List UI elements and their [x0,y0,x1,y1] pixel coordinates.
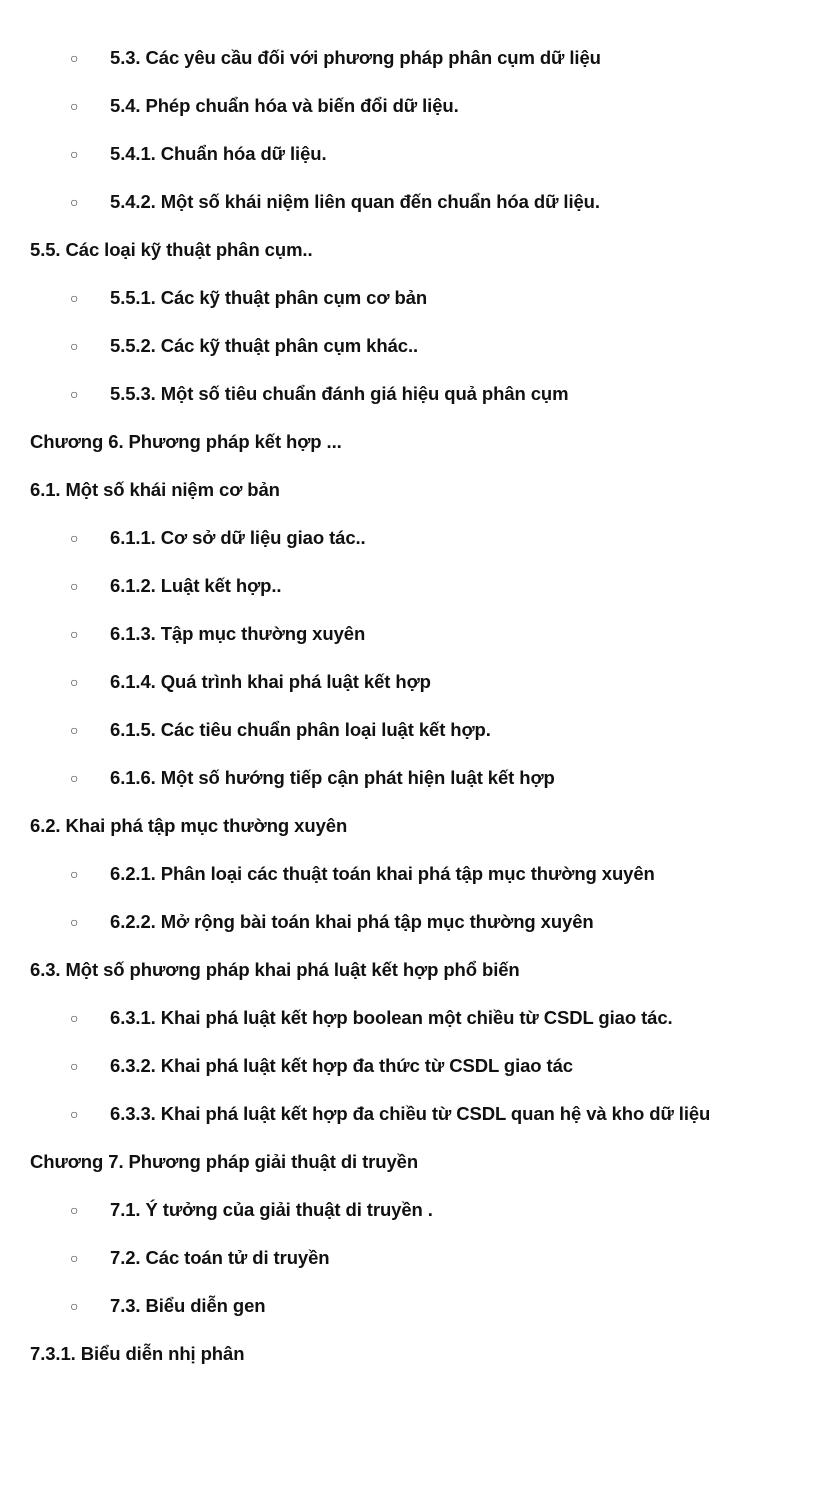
toc-heading [0,1138,828,1186]
toc-list-item [0,178,828,226]
table-of-contents [0,34,828,1378]
bullet-circle-icon: ○ [70,722,79,738]
toc-list-item [0,130,828,178]
toc-entry-text: 6.1. Một số khái niệm cơ bản [30,479,280,500]
toc-list-item [0,1042,828,1090]
bullet-circle-icon: ○ [70,866,79,882]
toc-entry-text: 5.5.3. Một số tiêu chuẩn đánh giá hiệu quả phân cụm [110,383,569,404]
toc-heading [0,802,828,850]
toc-list-item [0,1234,828,1282]
toc-entry-text: 7.3. Biểu diễn gen [110,1295,266,1316]
toc-list-item [0,610,828,658]
bullet-circle-icon: ○ [70,1106,79,1122]
toc-entry-text: 7.2. Các toán tử di truyền [110,1247,330,1268]
toc-entry-text: 5.4.2. Một số khái niệm liên quan đến chuẩn hóa dữ liệu. [110,191,600,212]
bullet-circle-icon: ○ [70,1010,79,1026]
toc-entry-text: 6.2. Khai phá tập mục thường xuyên [30,815,348,836]
bullet-circle-icon: ○ [70,1202,79,1218]
toc-entry-text: 5.5.2. Các kỹ thuật phân cụm khác.. [110,335,419,356]
toc-list-item [0,1186,828,1234]
bullet-circle-icon: ○ [70,914,79,930]
bullet-circle-icon: ○ [70,674,79,690]
bullet-circle-icon: ○ [70,578,79,594]
toc-list-item [0,34,828,82]
toc-entry-text: 5.5. Các loại kỹ thuật phân cụm.. [30,239,313,260]
toc-entry-text: 6.2.1. Phân loại các thuật toán khai phá tập mục thường xuyên [110,863,655,884]
toc-entry-text: Chương 7. Phương pháp giải thuật di truyền [30,1151,419,1172]
toc-entry-text: 5.4. Phép chuẩn hóa và biến đổi dữ liệu. [110,95,459,116]
toc-heading [0,1330,828,1378]
bullet-circle-icon: ○ [70,1298,79,1314]
bullet-circle-icon: ○ [70,338,79,354]
toc-entry-text: 6.1.1. Cơ sở dữ liệu giao tác.. [110,527,366,548]
toc-list-item [0,850,828,898]
toc-entry-text: 7.3.1. Biểu diễn nhị phân [30,1343,245,1364]
toc-list-item [0,370,828,418]
toc-entry-text: 6.1.3. Tập mục thường xuyên [110,623,366,644]
bullet-circle-icon: ○ [70,290,79,306]
bullet-circle-icon: ○ [70,98,79,114]
toc-list-item [0,1282,828,1330]
toc-list-item [0,562,828,610]
toc-list-item [0,1090,828,1138]
toc-entry-text: 7.1. Ý tưởng của giải thuật di truyền . [110,1199,433,1220]
bullet-circle-icon: ○ [70,386,79,402]
bullet-circle-icon: ○ [70,146,79,162]
bullet-circle-icon: ○ [70,50,79,66]
toc-list-item [0,658,828,706]
toc-entry-text: 6.1.4. Quá trình khai phá luật kết hợp [110,671,431,692]
toc-entry-text: 6.1.6. Một số hướng tiếp cận phát hiện luật kết hợp [110,767,555,788]
bullet-circle-icon: ○ [70,1058,79,1074]
toc-list-item [0,514,828,562]
toc-entry-text: 6.3. Một số phương pháp khai phá luật kết hợp phổ biến [30,959,520,980]
toc-entry-text: 6.3.1. Khai phá luật kết hợp boolean một chiều từ CSDL giao tác. [110,1007,673,1028]
toc-heading [0,226,828,274]
bullet-circle-icon: ○ [70,770,79,786]
toc-heading [0,418,828,466]
toc-entry-text: 5.3. Các yêu cầu đối với phương pháp phân cụm dữ liệu [110,47,601,68]
toc-entry-text: 5.5.1. Các kỹ thuật phân cụm cơ bản [110,287,428,308]
toc-entry-text: Chương 6. Phương pháp kết hợp ... [30,431,342,452]
toc-heading [0,946,828,994]
bullet-circle-icon: ○ [70,626,79,642]
toc-entry-text: 6.1.2. Luật kết hợp.. [110,575,282,596]
toc-list-item [0,322,828,370]
toc-entry-text: 5.4.1. Chuẩn hóa dữ liệu. [110,143,327,164]
toc-list-item [0,994,828,1042]
toc-list-item [0,82,828,130]
toc-list-item [0,706,828,754]
bullet-circle-icon: ○ [70,530,79,546]
bullet-circle-icon: ○ [70,194,79,210]
toc-entry-text: 6.2.2. Mở rộng bài toán khai phá tập mục thường xuyên [110,911,594,932]
bullet-circle-icon: ○ [70,1250,79,1266]
toc-entry-text: 6.3.3. Khai phá luật kết hợp đa chiều từ CSDL quan hệ và kho dữ liệu [110,1103,711,1124]
toc-heading [0,466,828,514]
toc-list-item [0,754,828,802]
toc-entry-text: 6.3.2. Khai phá luật kết hợp đa thức từ CSDL giao tác [110,1055,573,1076]
toc-list-item [0,274,828,322]
toc-entry-text: 6.1.5. Các tiêu chuẩn phân loại luật kết hợp. [110,719,491,740]
toc-list-item [0,898,828,946]
